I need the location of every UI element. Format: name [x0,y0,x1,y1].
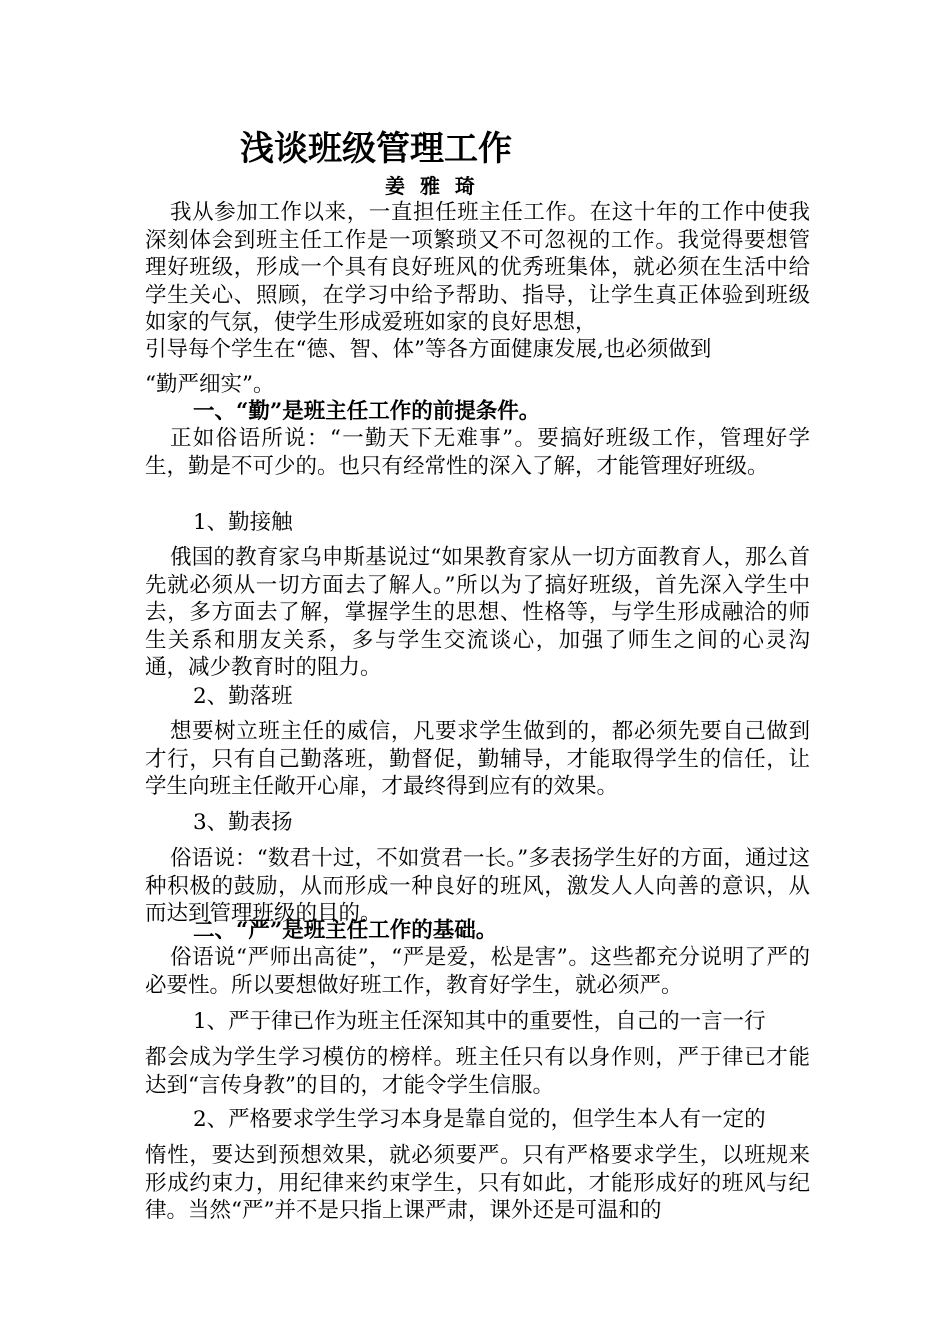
intro-paragraph-end: “勤严细实”。 [145,372,275,397]
point-1-first-line: 1、严于律已作为班主任深知其中的重要性，自己的一言一行 [193,1009,766,1034]
document-title: 浅谈班级管理工作 [240,129,512,169]
subsection-2-title: 2、勤落班 [193,684,293,709]
section-1-heading: 一、“勤”是班主任工作的前提条件。 [193,399,541,424]
subsection-3-paragraph: 俗语说：“数君十过，不如赏君一长。”多表扬学生好的方面，通过这种积极的鼓励，从而形成一种良好的班风，激发人人向善的意识，从而达到管理班级的目的。 [145,846,810,926]
point-2-paragraph: 惰性，要达到预想效果，就必须要严。只有严格要求学生，以班规来形成约束力，用纪律来约束学生，只有如此，才能形成好的班风与纪律。当然“严”并不是只指上课严肃，课外还是可温和的 [145,1143,810,1223]
intro-paragraph: 我从参加工作以来，一直担任班主任工作。在这十年的工作中使我深刻体会到班主任工作是一项繁琐又不可忽视的工作。我觉得要想管理好班级，形成一个具有良好班风的优秀班集体，就必须在生活中给学生关心、照顾，在学习中给予帮助、指导，让学生真正体验到班级如家的气氛，使学生形成爱班如家的良好思想， [145,200,810,335]
section-2-heading: 二、“严”是班主任工作的基础。 [193,918,498,943]
point-2-first-line: 2、严格要求学生学习本身是靠自觉的，但学生本人有一定的 [193,1107,766,1132]
intro-paragraph-continued: 引导每个学生在“德、智、体”等各方面健康发展,也必须做到 [145,337,712,362]
subsection-1-title: 1、勤接触 [193,510,293,535]
section-2-paragraph: 俗语说“严师出高徒”，“严是爱，松是害”。这些都充分说明了严的必要性。所以要想做好班工作，教育好学生，就必须严。 [145,945,810,998]
document-author: 姜 雅 琦 [385,174,479,198]
section-1-paragraph: 正如俗语所说：“一勤天下无难事”。要搞好班级工作，管理好学生，勤是不可少的。也只有经常性的深入了解，才能管理好班级。 [145,426,810,479]
subsection-2-paragraph: 想要树立班主任的威信，凡要求学生做到的，都必须先要自己做到才行，只有自己勤落班，勤督促，勤辅导，才能取得学生的信任，让学生向班主任敞开心扉，才最终得到应有的效果。 [145,719,810,799]
subsection-3-title: 3、勤表扬 [193,810,293,835]
point-1-paragraph: 都会成为学生学习模仿的榜样。班主任只有以身作则，严于律已才能达到“言传身教”的目的，才能令学生信服。 [145,1045,810,1098]
subsection-1-paragraph: 俄国的教育家乌申斯基说过“如果教育家从一切方面教育人，那么首先就必须从一切方面去了解人。”所以为了搞好班级，首先深入学生中去，多方面去了解，掌握学生的思想、性格等，与学生形成融洽的师生关系和朋友关系，多与学生交流谈心，加强了师生之间的心灵沟通，减少教育时的阻力。 [145,545,810,680]
